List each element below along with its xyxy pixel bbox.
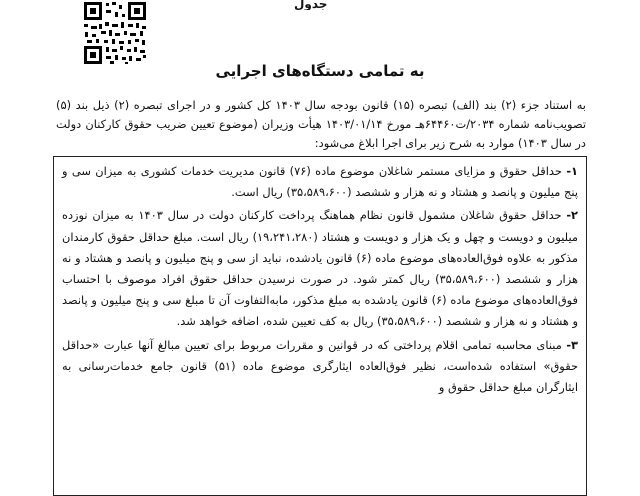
intro-paragraph: [56, 96, 586, 153]
clause-number: ۱-: [566, 164, 578, 178]
qr-code-icon: [82, 0, 148, 66]
top-cut-label: جدول: [294, 0, 328, 10]
clause-text: حداقل حقوق شاغلان مشمول قانون نظام هماهنگ پرداخت کارکنان دولت در سال ۱۴۰۳ به میزان نوزده میلیون و دویست و چهل و یک هزار و دویست و هشتاد (۱۹،۲۴۱،۲۸۰) ریال است. مبلغ حداقل حقوق کارمندان مذکور به علاوه فوق‌العاده‌های موضوع ماده (۶) قانون یادشده، نباید از سی و پنج میلیون و پانصد و هشتاد و نه هزار و ششصد (۳۵،۵۸۹،۶۰۰) ریال کمتر شود. در صورت نرسیدن حداقل حقوق افراد موصوف با احتساب فوق‌العاده‌های موضوع ماده (۶) قانون یادشده به مبلغ مذکور، مابه‌التفاوت آن تا مبلغ سی و پنج میلیون و پانصد و هشتاد و نه هزار و ششصد (۳۵،۵۸۹،۶۰۰) ریال به کف تعیین شده، اضافه خواهد شد.: [62, 208, 579, 329]
clause-1: [62, 161, 578, 203]
intro-text: به استناد جزء (۲) بند (الف) تبصره (۱۵) قانون بودجه سال ۱۴۰۳ کل کشور و در اجرای تبصره (۲) ذیل بند (۵) تصویب‌نامه شماره ۲۰۳۴/ت۶۴۴۶۰هـ مورخ ۱۴۰۳/۰۱/۱۴ هیأت وزیران (موضوع تعیین ضریب حقوق کارکنان دولت در سال ۱۴۰۳) موارد به شرح زیر برای اجرا ابلاغ می‌شود:: [56, 98, 586, 150]
clause-number: ۳-: [566, 337, 578, 352]
clauses-box: [53, 156, 587, 496]
clause-text: مبنای محاسبه تمامی اقلام پرداختی که در قوانین و مقررات مربوط برای تعیین مبالغ آنها عبارت «حداقل حقوق» استفاده شده‌است، نظیر فوق‌العاده ایثارگری موضوع ماده (۵۱) قانون جامع خدمات‌رسانی به ایثارگران مبلغ حداقل حقوق و: [62, 337, 578, 395]
clause-number: ۲-: [566, 208, 578, 223]
addressee-heading: به تمامی دستگاه‌های اجرایی: [215, 62, 425, 80]
clause-2: [62, 205, 578, 332]
clause-3: [62, 335, 578, 399]
clause-text: حداقل حقوق و مزایای مستمر شاغلان موضوع ماده (۷۶) قانون مدیریت خدمات کشوری به میزان سی و پنج میلیون و پانصد و هشتاد و نه هزار و ششصد (۳۵،۵۸۹،۶۰۰) ریال است.: [62, 164, 578, 200]
